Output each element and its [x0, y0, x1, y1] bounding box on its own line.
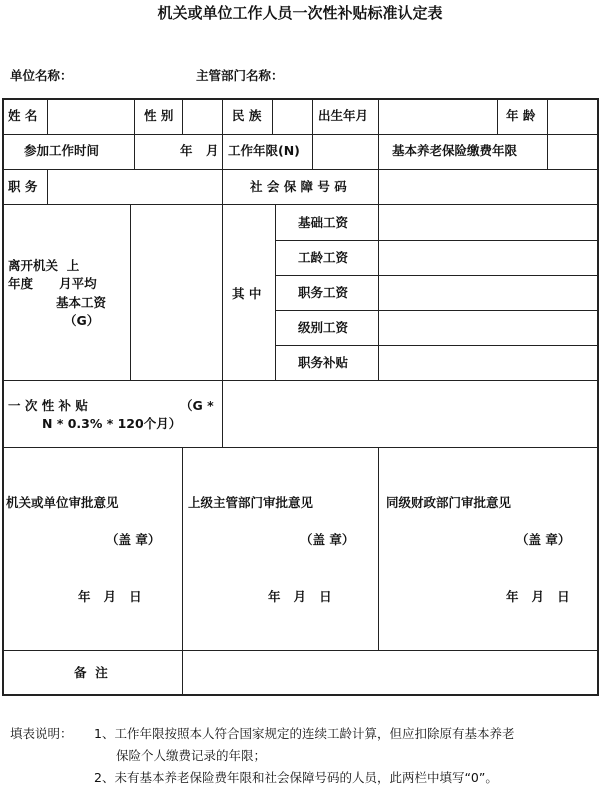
gender-label: 性 别	[144, 108, 174, 123]
approval-col1-label: 机关或单位审批意见	[6, 495, 119, 510]
social-security-label: 社 会 保 障 号 码	[250, 179, 347, 194]
year-label: 年	[180, 143, 193, 158]
work-start-label: 参加工作时间	[24, 143, 100, 158]
name-label: 姓 名	[8, 108, 38, 123]
birth-label: 出生年月	[318, 108, 369, 123]
approval-col3-label: 同级财政部门审批意见	[386, 495, 512, 510]
notes-line3: 2、未有基本养老保险费年限和社会保障号码的人员，此两栏中填写“0”。	[94, 770, 498, 785]
subsidy-label-line1b: （G *	[180, 398, 214, 413]
age-label: 年 龄	[506, 108, 536, 123]
salary-label-line4: （G）	[64, 313, 100, 328]
date-col2: 年 月 日	[268, 589, 332, 604]
date-col3: 年 月 日	[506, 589, 570, 604]
seal-col2: （盖 章）	[300, 532, 355, 547]
month-label: 月	[206, 143, 219, 158]
among-label: 其 中	[232, 286, 262, 301]
approval-col2-label: 上级主管部门审批意见	[188, 495, 314, 510]
ethnicity-label: 民 族	[232, 108, 262, 123]
seal-col1: （盖 章）	[106, 532, 161, 547]
salary-label-line2: 年度 月平均	[8, 276, 97, 291]
salary-label-line1: 离开机关 上	[8, 258, 80, 273]
notes-line1: 1、工作年限按照本人符合国家规定的连续工龄计算，但应扣除原有基本养老	[94, 726, 515, 741]
dept-name-label: 主管部门名称：	[196, 68, 284, 83]
salary-item-position: 职务工资	[298, 285, 349, 300]
notes-label: 填表说明：	[10, 726, 73, 741]
salary-item-allowance: 职务补贴	[298, 355, 349, 370]
subsidy-label-line1: 一 次 性 补 贴	[8, 398, 88, 413]
unit-name-label: 单位名称：	[10, 68, 73, 83]
subsidy-label-line2: N * 0.3% * 120个月）	[42, 416, 182, 431]
notes-line2: 保险个人缴费记录的年限；	[116, 748, 267, 763]
salary-item-grade: 级别工资	[298, 320, 349, 335]
seal-col3: （盖 章）	[516, 532, 571, 547]
salary-item-basic: 基础工资	[298, 215, 349, 230]
form-title: 机关或单位工作人员一次性补贴标准认定表	[157, 4, 443, 22]
salary-label-line3: 基本工资	[56, 295, 107, 310]
position-label: 职 务	[8, 179, 38, 194]
work-years-label: 工作年限(N)	[228, 143, 300, 158]
salary-item-seniority: 工龄工资	[298, 250, 349, 265]
remark-label: 备 注	[74, 665, 108, 680]
pension-years-label: 基本养老保险缴费年限	[392, 143, 518, 158]
date-col1: 年 月 日	[78, 589, 142, 604]
